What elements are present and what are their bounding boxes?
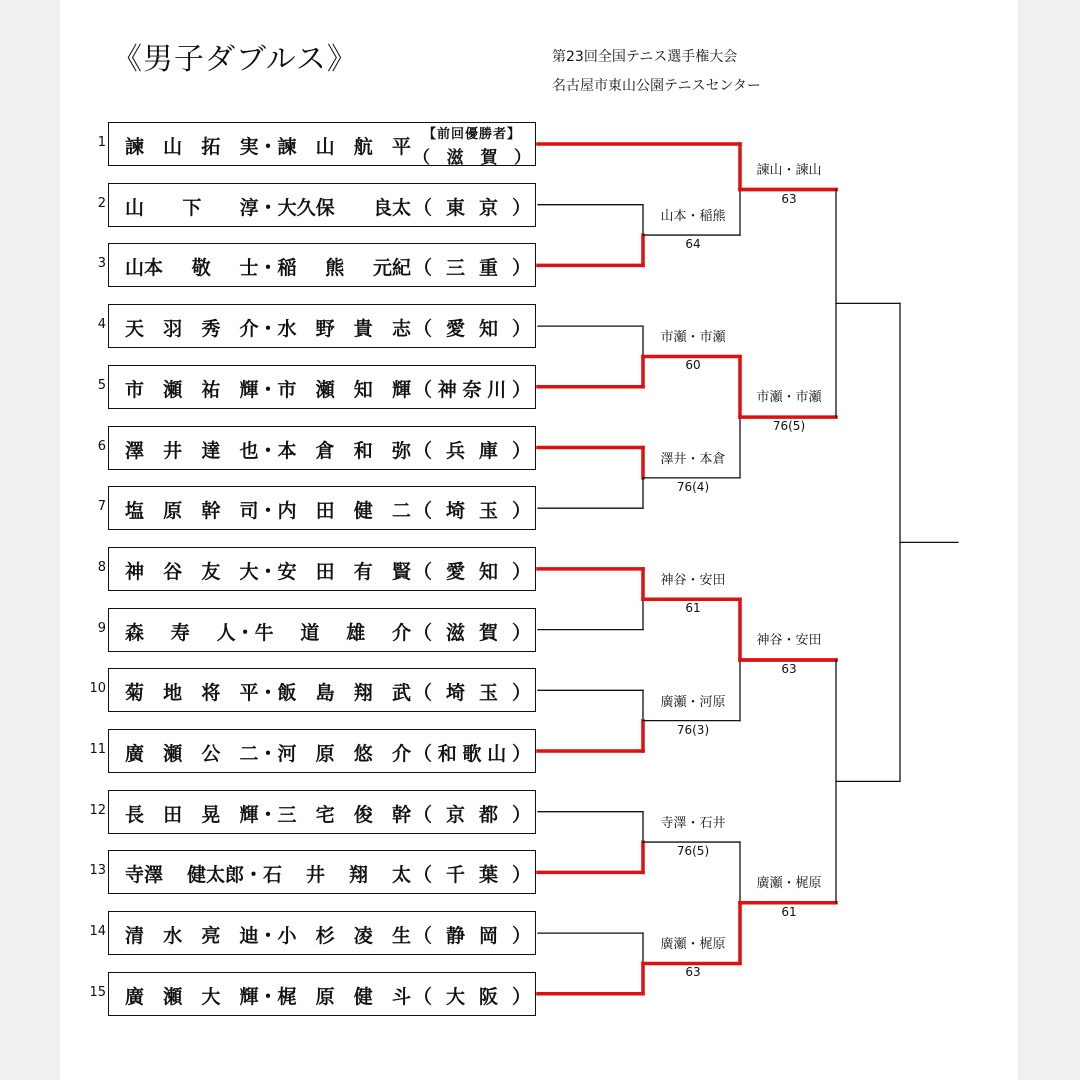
seed-number: 12 [89, 802, 106, 818]
seed-number: 14 [89, 924, 106, 940]
match-score: 61 [685, 601, 701, 616]
match-score: 61 [781, 904, 797, 919]
prefecture: （ 滋 賀 ） [413, 148, 531, 168]
match-winner: 諫山・諫山 [756, 162, 822, 178]
player-names: 寺澤 健太郎・石 井 翔 太 [125, 864, 411, 887]
prefecture: （ 東 京 ） [413, 196, 531, 219]
match-winner: 神谷・安田 [756, 632, 822, 648]
event-name: 第23回全国テニス選手権大会 [552, 49, 738, 65]
player-names: 山 下 淳・大久保 良太 [125, 196, 411, 219]
match-score: 76(5) [772, 419, 806, 434]
prefecture: （ 埼 玉 ） [413, 682, 531, 705]
match-winner: 澤井・本倉 [660, 451, 726, 467]
player-names: 山本 敬 士・稲 熊 元紀 [125, 257, 411, 280]
player-names: 菊 地 将 平・飯 島 翔 武 [125, 682, 411, 705]
seed-number: 5 [97, 377, 106, 393]
seed-number: 15 [89, 984, 106, 1000]
seed-number: 6 [97, 438, 106, 454]
prefecture: （ 三 重 ） [413, 257, 531, 280]
match-winner: 神谷・安田 [660, 573, 726, 589]
seed-number: 3 [97, 256, 106, 272]
prefecture: （ 千 葉 ） [413, 864, 531, 887]
match-score: 76(4) [676, 479, 710, 494]
match-score: 63 [685, 965, 701, 980]
prefecture: （ 京 都 ） [413, 803, 531, 826]
seed-number: 9 [97, 620, 106, 636]
seed-number: 8 [97, 559, 106, 575]
match-score: 63 [781, 191, 797, 206]
match-score: 64 [685, 237, 701, 252]
defending-champion-label: 【前回優勝者】 [422, 127, 521, 142]
match-winner: 市瀬・市瀬 [660, 330, 726, 346]
match-winner: 寺澤・石井 [660, 816, 726, 832]
prefecture: （ 神 奈 川 ） [413, 378, 531, 401]
match-winner: 山本・稲熊 [660, 209, 726, 225]
seed-number: 2 [97, 195, 106, 211]
prefecture: （ 和 歌 山 ） [413, 743, 531, 765]
match-score: 60 [685, 358, 701, 373]
prefecture: （ 埼 玉 ） [413, 500, 531, 523]
player-names: 天 羽 秀 介・水 野 貴 志 [125, 318, 411, 341]
prefecture: （ 兵 庫 ） [413, 439, 531, 462]
match-winner: 廣瀬・梶原 [660, 937, 726, 953]
player-names: 諫 山 拓 実・諫 山 航 平 [125, 136, 411, 158]
match-winner: 市瀬・市瀬 [756, 390, 822, 406]
player-names: 澤 井 達 也・本 倉 和 弥 [125, 439, 411, 462]
match-score: 76(3) [676, 722, 710, 737]
prefecture: （ 愛 知 ） [413, 318, 531, 341]
seed-number: 13 [89, 863, 106, 879]
player-names: 清 水 亮 迪・小 杉 凌 生 [125, 925, 411, 948]
match-score: 63 [781, 661, 797, 676]
match-score: 76(5) [676, 844, 710, 859]
player-names: 森 寿 人・牛 道 雄 介 [125, 621, 411, 644]
match-winner: 廣瀬・河原 [660, 694, 726, 710]
player-names: 市 瀬 祐 輝・市 瀬 知 輝 [125, 378, 411, 401]
player-names: 神 谷 友 大・安 田 有 賢 [125, 560, 411, 583]
seed-number: 1 [97, 135, 106, 150]
player-names: 廣 瀬 大 輝・梶 原 健 斗 [125, 985, 411, 1008]
prefecture: （ 大 阪 ） [413, 985, 531, 1008]
player-names: 塩 原 幹 司・内 田 健 二 [125, 500, 411, 523]
event-venue: 名古屋市東山公園テニスセンター [552, 78, 761, 94]
prefecture: （ 滋 賀 ） [413, 621, 531, 644]
seed-number: 10 [89, 681, 106, 697]
player-names: 長 田 晃 輝・三 宅 俊 幹 [125, 803, 411, 826]
prefecture: （ 愛 知 ） [413, 560, 531, 583]
page-title: 《男子ダブルス》 [112, 42, 358, 77]
prefecture: （ 静 岡 ） [413, 925, 531, 948]
seed-number: 7 [97, 499, 106, 515]
seed-number: 4 [97, 317, 106, 333]
match-winner: 廣瀬・梶原 [756, 875, 822, 891]
player-names: 廣 瀬 公 二・河 原 悠 介 [125, 743, 411, 765]
seed-number: 11 [89, 742, 106, 757]
